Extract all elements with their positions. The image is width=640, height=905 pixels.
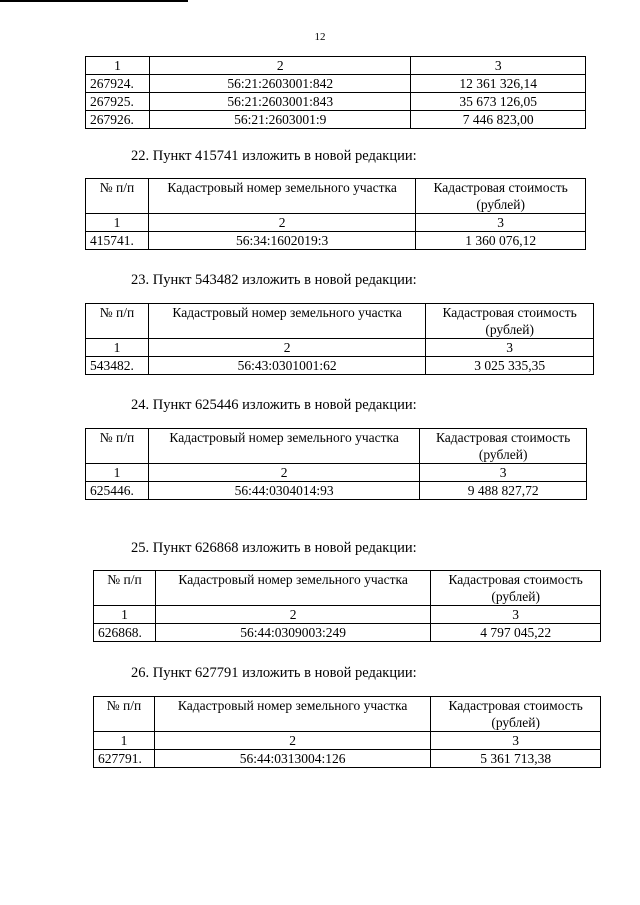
table-index-row xyxy=(86,339,594,357)
header-cadastral-number: Кадастровый номер земельного участка xyxy=(148,429,419,464)
table-index-row xyxy=(86,214,586,232)
section-heading-24: 24. Пункт 625446 изложить в новой редакции: xyxy=(131,397,417,413)
header-cadastral-number: Кадастровый номер земельного участка xyxy=(148,304,425,339)
index-cell: 1 xyxy=(94,606,156,624)
top-rule xyxy=(0,0,188,2)
cadastral-table-22 xyxy=(85,178,586,250)
cadastral-number: 56:44:0313004:126 xyxy=(154,750,430,768)
index-cell: 3 xyxy=(411,57,586,75)
table-row xyxy=(86,111,586,129)
row-number: 267924. xyxy=(86,75,150,93)
header-number: № п/п xyxy=(94,571,156,606)
table-index-row xyxy=(86,57,586,75)
table-row xyxy=(86,482,587,500)
table-row xyxy=(94,750,601,768)
header-cadastral-number: Кадастровый номер земельного участка xyxy=(155,571,430,606)
cadastral-table-23 xyxy=(85,303,594,375)
cadastral-value: 12 361 326,14 xyxy=(411,75,586,93)
index-cell: 2 xyxy=(149,57,410,75)
index-cell: 1 xyxy=(94,732,155,750)
table-row xyxy=(86,75,586,93)
header-cadastral-number: Кадастровый номер земельного участка xyxy=(154,697,430,732)
cadastral-number: 56:44:0309003:249 xyxy=(155,624,430,642)
header-number: № п/п xyxy=(94,697,155,732)
cadastral-value: 4 797 045,22 xyxy=(431,624,601,642)
section-heading-25: 25. Пункт 626868 изложить в новой редакции: xyxy=(131,540,417,556)
row-number: 267926. xyxy=(86,111,150,129)
cadastral-number: 56:21:2603001:843 xyxy=(149,93,410,111)
row-number: 543482. xyxy=(86,357,149,375)
index-cell: 3 xyxy=(416,214,586,232)
index-cell: 2 xyxy=(154,732,430,750)
page-number: 12 xyxy=(314,31,326,43)
table-index-row xyxy=(94,732,601,750)
index-cell: 2 xyxy=(148,464,419,482)
index-cell: 3 xyxy=(420,464,587,482)
cadastral-table-continued xyxy=(85,56,586,129)
row-number: 415741. xyxy=(86,232,149,250)
index-cell: 2 xyxy=(155,606,430,624)
index-cell: 1 xyxy=(86,464,149,482)
index-cell: 3 xyxy=(426,339,594,357)
section-heading-26: 26. Пункт 627791 изложить в новой редакции: xyxy=(131,665,417,681)
index-cell: 1 xyxy=(86,339,149,357)
cadastral-table-26 xyxy=(93,696,601,768)
header-number: № п/п xyxy=(86,179,149,214)
cadastral-number: 56:34:1602019:3 xyxy=(148,232,415,250)
index-cell: 3 xyxy=(431,732,601,750)
index-cell: 2 xyxy=(148,339,425,357)
table-header-row xyxy=(86,179,586,214)
table-row xyxy=(94,624,601,642)
cadastral-value: 35 673 126,05 xyxy=(411,93,586,111)
cadastral-table-25 xyxy=(93,570,601,642)
header-cadastral-value: Кадастровая стоимость (рублей) xyxy=(426,304,594,339)
header-cadastral-number: Кадастровый номер земельного участка xyxy=(148,179,415,214)
table-header-row xyxy=(86,429,587,464)
index-cell: 1 xyxy=(86,57,150,75)
table-row xyxy=(86,93,586,111)
cadastral-number: 56:21:2603001:9 xyxy=(149,111,410,129)
row-number: 627791. xyxy=(94,750,155,768)
header-number: № п/п xyxy=(86,304,149,339)
row-number: 626868. xyxy=(94,624,156,642)
header-number: № п/п xyxy=(86,429,149,464)
table-row xyxy=(86,357,594,375)
cadastral-number: 56:44:0304014:93 xyxy=(148,482,419,500)
cadastral-value: 9 488 827,72 xyxy=(420,482,587,500)
section-heading-22: 22. Пункт 415741 изложить в новой редакции: xyxy=(131,148,417,164)
header-cadastral-value: Кадастровая стоимость (рублей) xyxy=(420,429,587,464)
cadastral-value: 1 360 076,12 xyxy=(416,232,586,250)
cadastral-value: 5 361 713,38 xyxy=(431,750,601,768)
row-number: 267925. xyxy=(86,93,150,111)
table-index-row xyxy=(94,606,601,624)
index-cell: 3 xyxy=(431,606,601,624)
table-header-row xyxy=(94,571,601,606)
table-header-row xyxy=(94,697,601,732)
cadastral-value: 3 025 335,35 xyxy=(426,357,594,375)
cadastral-number: 56:43:0301001:62 xyxy=(148,357,425,375)
cadastral-number: 56:21:2603001:842 xyxy=(149,75,410,93)
section-heading-23: 23. Пункт 543482 изложить в новой редакции: xyxy=(131,272,417,288)
header-cadastral-value: Кадастровая стоимость (рублей) xyxy=(431,571,601,606)
cadastral-table-24 xyxy=(85,428,587,500)
index-cell: 1 xyxy=(86,214,149,232)
cadastral-value: 7 446 823,00 xyxy=(411,111,586,129)
header-cadastral-value: Кадастровая стоимость (рублей) xyxy=(416,179,586,214)
index-cell: 2 xyxy=(148,214,415,232)
header-cadastral-value: Кадастровая стоимость (рублей) xyxy=(431,697,601,732)
table-index-row xyxy=(86,464,587,482)
table-row xyxy=(86,232,586,250)
row-number: 625446. xyxy=(86,482,149,500)
table-header-row xyxy=(86,304,594,339)
